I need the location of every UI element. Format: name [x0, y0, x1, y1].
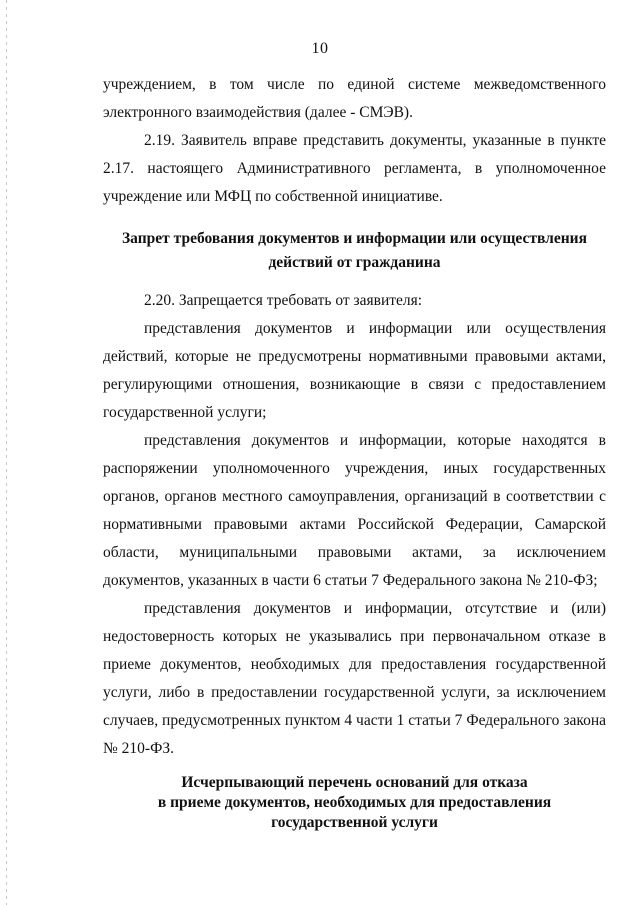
paragraph-item-3: представления документов и информации, отсутствие и (или) недостоверность которых не указывались при первоначальном отказе в приеме документов, необходимых для предоставления государственной услуги, либо в предоставлении государственной услуги, за исключением случаев, предусмотренных пунктом 4 части 1 статьи 7 Федерального закона № 210-ФЗ. — [103, 600, 606, 757]
section-heading-refusal-grounds — [103, 773, 606, 833]
scan-edge-line — [6, 0, 7, 905]
document-body — [103, 71, 606, 833]
section-heading-prohibition — [103, 227, 606, 275]
paragraph-item-2: представления документов и информации, которые находятся в распоряжении уполномоченного учреждения, иных государственных органов, органов местного самоуправления, организаций в соответствии с нормативными правовыми актами Российской Федерации, Самарской области, муниципальными правовыми актами, за исключением документов, указанных в части 6 статьи 7 Федерального закона № 210-ФЗ; — [103, 432, 606, 589]
heading-line: в приеме документов, необходимых для предоставления — [157, 794, 552, 811]
heading-line: Исчерпывающий перечень оснований для отказа — [181, 774, 528, 791]
heading-line: действий от гражданина — [268, 254, 441, 271]
paragraph-smev: учреждением, в том числе по единой системе межведомственного электронного взаимодействия (далее - СМЭВ). — [103, 76, 606, 121]
page-number: 10 — [311, 40, 329, 57]
paragraph-2-20: 2.20. Запрещается требовать от заявителя: — [144, 292, 423, 309]
paragraph-2-19: 2.19. Заявитель вправе представить документы, указанные в пункте 2.17. настоящего Административного регламента, в уполномоченное учреждение или МФЦ по собственной инициативе. — [103, 132, 606, 205]
heading-line: государственной услуги — [271, 814, 438, 831]
paragraph-item-1: представления документов и информации или осуществления действий, которые не предусмотрены нормативными правовыми актами, регулирующими отношения, возникающие в связи с предоставлением государственной услуги; — [103, 320, 606, 421]
heading-line: Запрет требования документов и информации или осуществления — [122, 230, 587, 247]
